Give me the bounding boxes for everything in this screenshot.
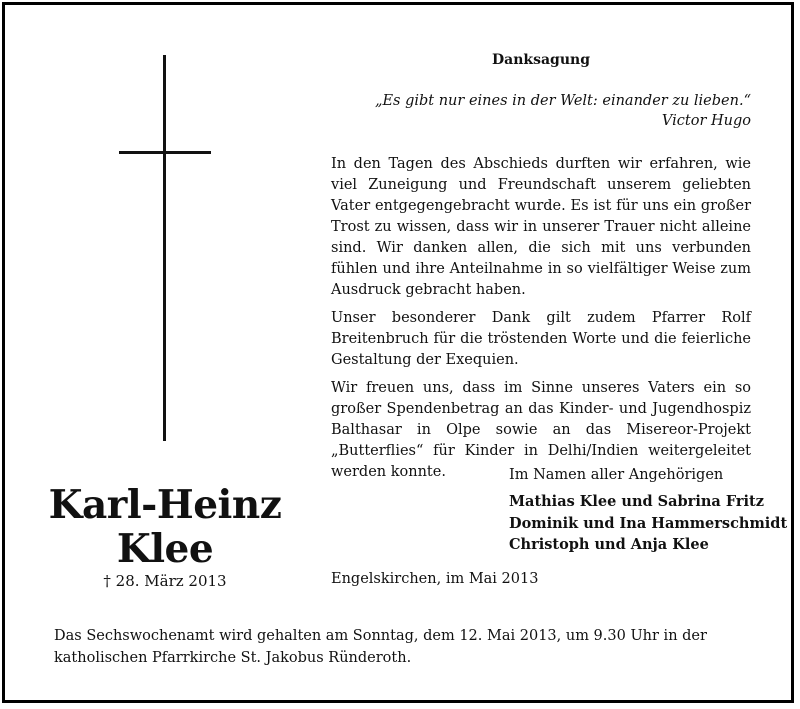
signatory: Mathias Klee und Sabrina Fritz bbox=[509, 493, 764, 510]
quote-block bbox=[331, 91, 751, 131]
quote-author: Victor Hugo bbox=[661, 113, 751, 129]
cross-icon-bar bbox=[119, 151, 211, 154]
deceased-first-name: Karl-Heinz bbox=[48, 482, 282, 528]
death-date: † 28. März 2013 bbox=[103, 572, 227, 590]
body-paragraph: In den Tagen des Abschieds durften wir erfahren, wie viel Zuneigung und Freundschaft unserem geliebten Vater entgegengebracht wurde. Es ist für uns ein großer Trost zu wissen, dass wir in unserer Trauer nicht alleine sind. Wir danken allen, die sich mit uns verbunden fühlen und ihre Anteilnahme in so vielfältiger Weise zum Ausdruck gebracht haben. bbox=[331, 156, 751, 298]
service-announcement: Das Sechswochenamt wird gehalten am Sonntag, dem 12. Mai 2013, um 9.30 Uhr in der katholischen Pfarrkirche St. Jakobus Ründeroth. bbox=[54, 628, 707, 666]
signatory: Christoph und Anja Klee bbox=[509, 536, 709, 553]
deceased-last-name: Klee bbox=[116, 526, 214, 572]
body-paragraph: Wir freuen uns, dass im Sinne unseres Vaters ein so großer Spendenbetrag an das Kinder- und Jugendhospiz Balthasar in Olpe sowie an das Misereor-Projekt „Butterflies“ für Kinder in Delhi/Indien weitergeleitet werden konnte. bbox=[331, 380, 751, 480]
obituary-frame bbox=[2, 2, 794, 703]
thanks-body bbox=[331, 154, 751, 490]
place-date: Engelskirchen, im Mai 2013 bbox=[331, 571, 539, 587]
signatory: Dominik und Ina Hammerschmidt bbox=[509, 514, 788, 532]
notice-heading: Danksagung bbox=[492, 52, 590, 68]
signature-intro: Im Namen aller Angehörigen bbox=[509, 467, 724, 483]
cross-icon bbox=[163, 55, 166, 441]
quote-text: „Es gibt nur eines in der Welt: einander zu lieben.“ bbox=[374, 93, 751, 109]
signatory-list bbox=[509, 491, 787, 556]
body-paragraph: Unser besonderer Dank gilt zudem Pfarrer Rolf Breitenbruch für die tröstenden Worte und die feierliche Gestaltung der Exequien. bbox=[331, 310, 751, 368]
